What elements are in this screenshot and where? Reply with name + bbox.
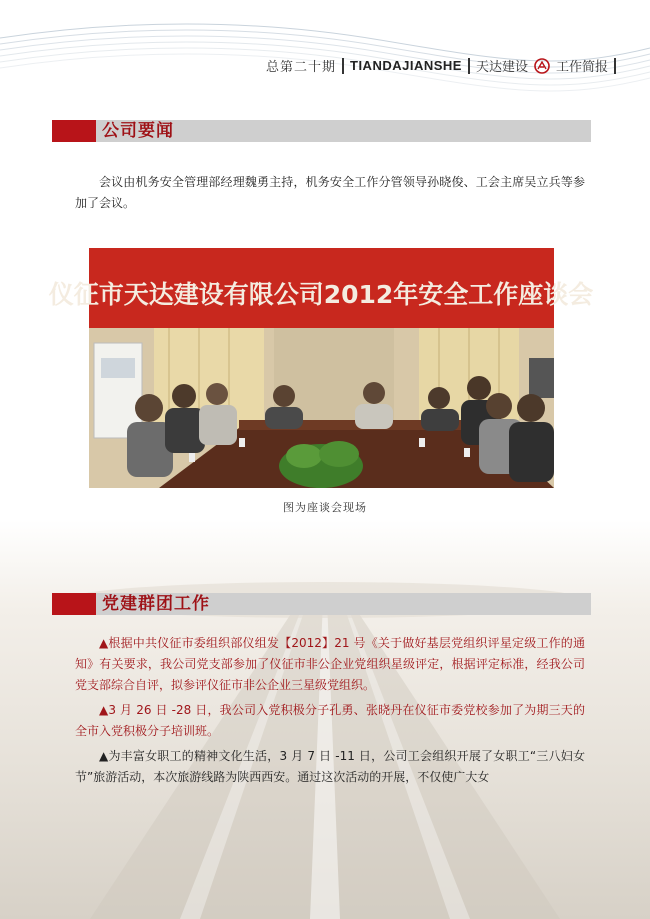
header-wave-decoration (0, 0, 650, 110)
meeting-photo-illustration (48, 248, 594, 488)
header-divider (614, 58, 616, 74)
section-title-text: 公司要闻 (102, 121, 174, 141)
company-logo-icon (534, 58, 550, 74)
header-divider (342, 58, 344, 74)
header-divider (468, 58, 470, 74)
section-title-text: 党建群团工作 (102, 594, 210, 614)
party-paragraph-1: ▲根据中共仪征市委组织部仪组发【2012】21 号《关于做好基层党组织评星定级工作的通知》有关要求，我公司党支部参加了仪征市非公企业党组织星级评定，根据评定标准，经我公司党支部综合自评，拟参评仪征市非公企业三星级党组织。 (75, 636, 585, 692)
publication-name: 工作简报 (555, 60, 608, 75)
section-title-party-work (52, 593, 591, 615)
title-accent-block (52, 120, 96, 142)
meeting-paragraph: 会议由机务安全管理部经理魏勇主持，机务安全工作分管领导孙晓俊、工会主席吴立兵等参加了会议。 (75, 175, 585, 210)
brand-chinese-name: 天达建设 (475, 60, 528, 75)
party-paragraph-2: ▲3 月 26 日 -28 日，我公司入党积极分子孔勇、张晓丹在仪征市委党校参加了为期三天的全市入党积极分子培训班。 (75, 703, 585, 738)
meeting-photo (48, 248, 594, 488)
brand-english-name: TIANDAJIANSHE (350, 58, 462, 73)
section-title-company-news (52, 120, 591, 142)
issue-number: 总第二十期 (265, 60, 336, 75)
party-paragraph-3: ▲为丰富女职工的精神文化生活，3 月 7 日 -11 日，公司工会组织开展了女职工“三八妇女节”旅游活动，本次旅游线路为陕西西安。通过这次活动的开展，不仅使广大女 (75, 749, 585, 784)
title-accent-block (52, 593, 96, 615)
photo-caption: 图为座谈会现场 (283, 501, 367, 514)
photo-banner-text: 仪征市天达建设有限公司2012年安全工作座谈会 (48, 280, 594, 309)
page-header (266, 56, 616, 75)
